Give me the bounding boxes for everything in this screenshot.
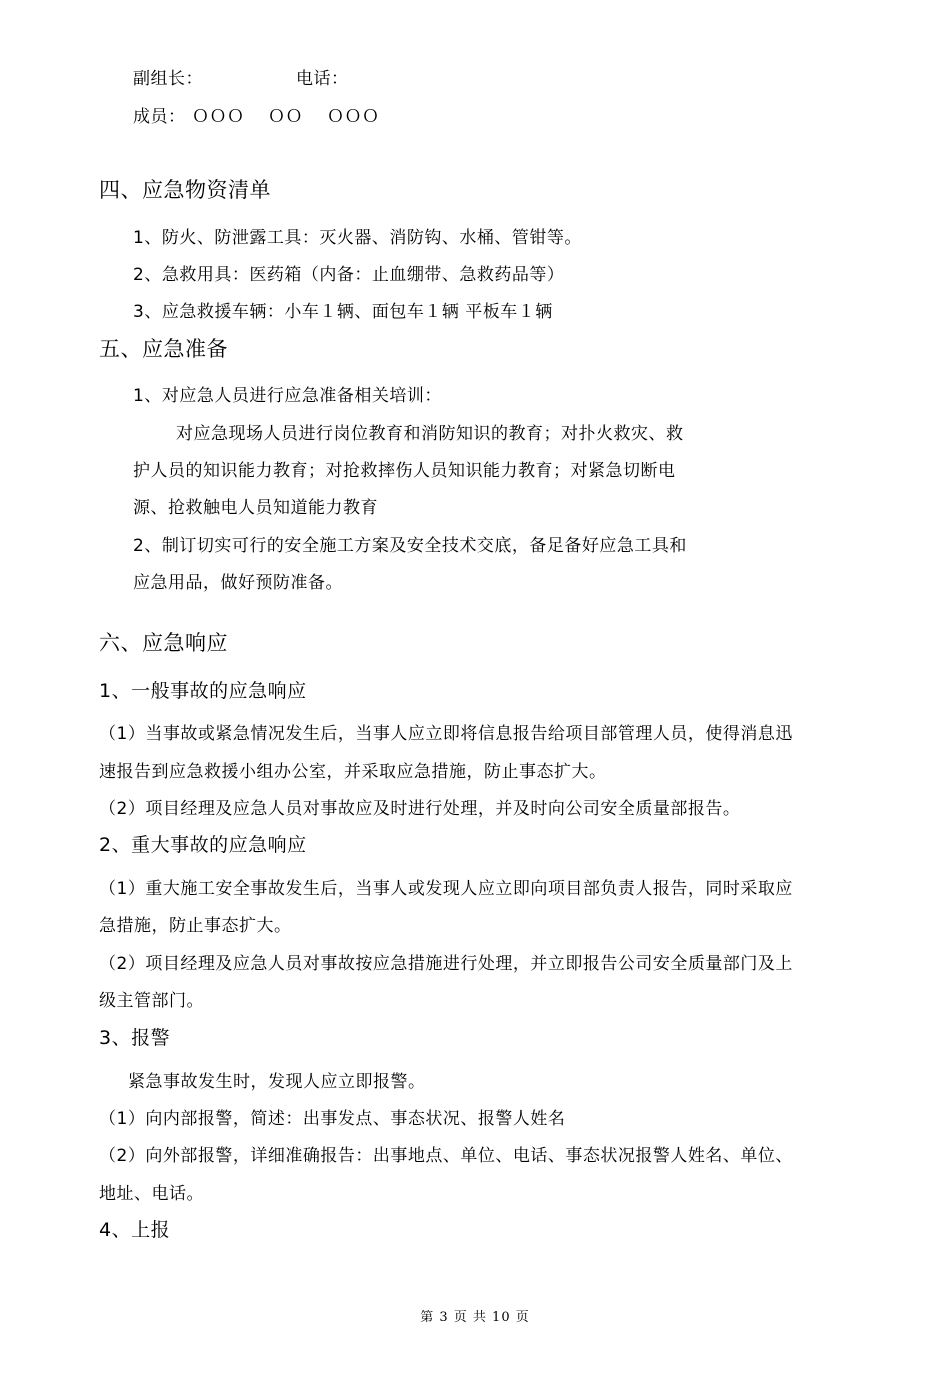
alarm-line-4: 地址、电话。 (99, 1184, 204, 1204)
alarm-line-1: 紧急事故发生时，发现人应立即报警。 (128, 1072, 426, 1092)
general-accident-line-2: 速报告到应急救援小组办公室，并采取应急措施，防止事态扩大。 (99, 762, 607, 782)
section-heading-response: 六、应急响应 (99, 631, 228, 655)
major-accident-line-2: 急措施，防止事态扩大。 (99, 916, 292, 936)
major-accident-line-4: 级主管部门。 (99, 991, 204, 1011)
alarm-line-3: （2）向外部报警，详细准确报告：出事地点、单位、电话、事态状况报警人姓名、单位、 (99, 1146, 793, 1166)
preparation-paragraph-line-3: 源、抢救触电人员知道能力教育 (133, 498, 378, 518)
preparation-item-1: 1、对应急人员进行应急准备相关培训： (133, 386, 442, 406)
preparation-item-2-line-2: 应急用品，做好预防准备。 (133, 573, 343, 593)
alarm-line-2: （1）向内部报警，简述：出事发点、事态状况、报警人姓名 (99, 1109, 566, 1129)
materials-item-2: 2、急救用具：医药箱（内备：止血绷带、急救药品等） (133, 265, 565, 285)
phone-label: 电话： (296, 69, 349, 89)
member-name-3: ＯＯＯ (327, 107, 380, 127)
general-accident-line-1: （1）当事故或紧急情况发生后，当事人应立即将信息报告给项目部管理人员，使得消息迅 (99, 724, 793, 744)
materials-item-3: 3、应急救援车辆：小车１辆、面包车１辆 平板车１辆 (133, 302, 553, 322)
members-label: 成员： (133, 107, 186, 127)
subheading-major-accident: 2、重大事故的应急响应 (99, 834, 307, 856)
preparation-paragraph-line-1: 对应急现场人员进行岗位教育和消防知识的教育；对扑火救灾、救 (176, 424, 684, 444)
section-heading-materials: 四、应急物资清单 (99, 178, 271, 202)
subheading-general-accident: 1、一般事故的应急响应 (99, 680, 307, 702)
deputy-leader-label: 副组长： (133, 69, 203, 89)
page-number-footer: 第 3 页 共 10 页 (420, 1310, 530, 1325)
member-name-2: ＯＯ (268, 107, 303, 127)
section-heading-preparation: 五、应急准备 (99, 337, 228, 361)
general-accident-line-3: （2）项目经理及应急人员对事故应及时进行处理，并及时向公司安全质量部报告。 (99, 799, 741, 819)
subheading-report: 4、上报 (99, 1219, 171, 1241)
subheading-alarm: 3、报警 (99, 1027, 171, 1049)
major-accident-line-1: （1）重大施工安全事故发生后，当事人或发现人应立即向项目部负责人报告，同时采取应 (99, 879, 793, 899)
preparation-paragraph-line-2: 护人员的知识能力教育；对抢救摔伤人员知识能力教育；对紧急切断电 (133, 461, 676, 481)
materials-item-1: 1、防火、防泄露工具：灭火器、消防钩、水桶、管钳等。 (133, 228, 582, 248)
preparation-item-2-line-1: 2、制订切实可行的安全施工方案及安全技术交底，备足备好应急工具和 (133, 536, 687, 556)
major-accident-line-3: （2）项目经理及应急人员对事故按应急措施进行处理，并立即报告公司安全质量部门及上 (99, 954, 793, 974)
member-name-1: ＯＯＯ (192, 107, 245, 127)
